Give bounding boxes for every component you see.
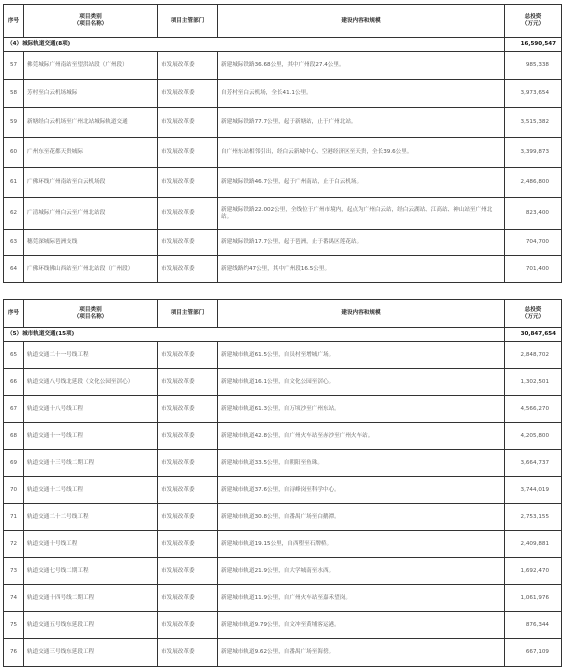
table-row <box>4 369 562 396</box>
row-desc: 新建城市轨道21.9公里，自大学城南至水西。 <box>218 558 505 585</box>
row-desc: 新建线路约47公里，其中广州段16.5公里。 <box>218 256 505 283</box>
row-amount: 1,061,976 <box>505 585 562 612</box>
section-total: 30,847,654 <box>505 328 562 342</box>
row-name: 轨道交通三号线东延段工程 <box>24 639 158 667</box>
row-dept: 市发展改革委 <box>158 108 218 138</box>
section-total: 16,590,547 <box>505 38 562 52</box>
header-no: 序号 <box>4 5 24 38</box>
row-amount: 3,744,019 <box>505 477 562 504</box>
row-dept: 市发展改革委 <box>158 504 218 531</box>
row-no: 71 <box>4 504 24 531</box>
header-dept: 项目主管部门 <box>158 5 218 38</box>
header-dept: 项目主管部门 <box>158 300 218 328</box>
row-dept: 市发展改革委 <box>158 477 218 504</box>
row-amount: 1,302,501 <box>505 369 562 396</box>
row-desc: 新建城际铁路22.002公里，全线位于广州市境内，起点为广州白云站，经白云湖站、江高站、神山站至广州北站。 <box>218 198 505 230</box>
header-investment-line1: 总投资 <box>524 14 542 21</box>
row-no: 67 <box>4 396 24 423</box>
row-dept: 市发展改革委 <box>158 342 218 369</box>
row-amount: 704,700 <box>505 230 562 256</box>
header-no: 序号 <box>4 300 24 328</box>
row-no: 60 <box>4 138 24 168</box>
header-investment <box>505 5 562 38</box>
row-no: 66 <box>4 369 24 396</box>
row-dept: 市发展改革委 <box>158 585 218 612</box>
table-row <box>4 450 562 477</box>
row-dept: 市发展改革委 <box>158 230 218 256</box>
row-amount: 4,205,800 <box>505 423 562 450</box>
row-amount: 4,566,270 <box>505 396 562 423</box>
row-dept: 市发展改革委 <box>158 396 218 423</box>
header-category-line1: 项目类别 <box>79 14 102 21</box>
section-title: （5）城市轨道交通(15项) <box>4 328 505 342</box>
row-name: 轨道交通七号线二期工程 <box>24 558 158 585</box>
row-dept: 市发展改革委 <box>158 198 218 230</box>
row-name: 广州东至花都天贵城际 <box>24 138 158 168</box>
row-no: 75 <box>4 612 24 639</box>
row-amount: 667,109 <box>505 639 562 667</box>
row-amount: 2,753,155 <box>505 504 562 531</box>
section-row <box>4 328 562 342</box>
row-desc: 自广州东站相邻引出，经白云新城中心、空港经济区至天贵，全长39.6公里。 <box>218 138 505 168</box>
row-dept: 市发展改革委 <box>158 256 218 283</box>
table-row <box>4 108 562 138</box>
row-name: 轨道交通二十一号线工程 <box>24 342 158 369</box>
row-dept: 市发展改革委 <box>158 168 218 198</box>
row-desc: 自芳村至白云机场，全长41.1公里。 <box>218 80 505 108</box>
row-desc: 新建城市轨道19.15公里，自西塱至石牌桥。 <box>218 531 505 558</box>
row-name: 轨道交通二十二号线工程 <box>24 504 158 531</box>
row-amount: 3,515,382 <box>505 108 562 138</box>
row-no: 76 <box>4 639 24 667</box>
table-row <box>4 612 562 639</box>
row-dept: 市发展改革委 <box>158 369 218 396</box>
row-dept: 市发展改革委 <box>158 450 218 477</box>
header-category <box>24 300 158 328</box>
row-amount: 823,400 <box>505 198 562 230</box>
row-amount: 985,338 <box>505 52 562 80</box>
row-amount: 2,848,702 <box>505 342 562 369</box>
table-row <box>4 138 562 168</box>
row-amount: 2,409,881 <box>505 531 562 558</box>
row-dept: 市发展改革委 <box>158 612 218 639</box>
row-no: 59 <box>4 108 24 138</box>
table-row <box>4 168 562 198</box>
row-desc: 新建城市轨道33.5公里，自朝阳至鱼珠。 <box>218 450 505 477</box>
row-desc: 新建城市轨道9.62公里，自番禺广场至海傍。 <box>218 639 505 667</box>
row-dept: 市发展改革委 <box>158 531 218 558</box>
row-name: 新塘经白云机场至广州北站城际轨道交通 <box>24 108 158 138</box>
row-dept: 市发展改革委 <box>158 138 218 168</box>
table-row <box>4 198 562 230</box>
row-amount: 1,692,470 <box>505 558 562 585</box>
header-content: 建设内容和规模 <box>218 5 505 38</box>
row-name: 轨道交通十三号线二期工程 <box>24 450 158 477</box>
row-name: 轨道交通十一号线工程 <box>24 423 158 450</box>
row-desc: 新建城市轨道42.8公里，自广州火车站至赤沙至广州火车站。 <box>218 423 505 450</box>
table-row <box>4 558 562 585</box>
row-desc: 新建城市轨道16.1公里，自文化公园至滘心。 <box>218 369 505 396</box>
row-dept: 市发展改革委 <box>158 558 218 585</box>
row-dept: 市发展改革委 <box>158 52 218 80</box>
table-row <box>4 230 562 256</box>
row-desc: 新建城际铁路46.7公里，起于广州南站，止于白云机场。 <box>218 168 505 198</box>
header-category-line2: （项目名称） <box>73 313 108 320</box>
investment-table-urban-rail <box>3 299 562 667</box>
row-name: 广佛环线佛山西站至广州北站段（广州段） <box>24 256 158 283</box>
row-no: 61 <box>4 168 24 198</box>
section-title: （4）城际轨道交通(8项) <box>4 38 505 52</box>
table-row <box>4 423 562 450</box>
table-row <box>4 639 562 667</box>
row-name: 穗莞深城际琶洲支线 <box>24 230 158 256</box>
row-name: 轨道交通十号线工程 <box>24 531 158 558</box>
row-name: 广清城际广州白云至广州北站段 <box>24 198 158 230</box>
row-desc: 新建城市轨道9.79公里，自文冲至黄埔客运港。 <box>218 612 505 639</box>
row-desc: 新建城市轨道30.8公里，自番禺广场至白鹅潭。 <box>218 504 505 531</box>
table-row <box>4 256 562 283</box>
row-desc: 新建城际铁路36.68公里，其中广州段27.4公里。 <box>218 52 505 80</box>
row-desc: 新建城际铁路77.7公里，起于新塘站，止于广州北站。 <box>218 108 505 138</box>
row-amount: 701,400 <box>505 256 562 283</box>
section-row <box>4 38 562 52</box>
row-no: 64 <box>4 256 24 283</box>
row-no: 58 <box>4 80 24 108</box>
header-investment-line2: （万元） <box>521 313 545 320</box>
row-desc: 新建城市轨道61.3公里，自万顷沙至广州东站。 <box>218 396 505 423</box>
header-category-line2: （项目名称） <box>73 21 108 27</box>
row-no: 69 <box>4 450 24 477</box>
row-name: 轨道交通十八号线工程 <box>24 396 158 423</box>
investment-table-intercity <box>3 4 562 283</box>
row-desc: 新建城市轨道61.5公里，自员村至增城广场。 <box>218 342 505 369</box>
row-no: 57 <box>4 52 24 80</box>
row-name: 轨道交通五号线东延段工程 <box>24 612 158 639</box>
row-no: 65 <box>4 342 24 369</box>
table-row <box>4 52 562 80</box>
header-content: 建设内容和规模 <box>218 300 505 328</box>
row-name: 广佛环线广州南站至白云机场段 <box>24 168 158 198</box>
row-amount: 876,344 <box>505 612 562 639</box>
row-amount: 3,973,654 <box>505 80 562 108</box>
header-investment-line1: 总投资 <box>524 306 542 313</box>
header-category-line1: 项目类别 <box>79 306 102 313</box>
table-row <box>4 531 562 558</box>
header-investment <box>505 300 562 328</box>
row-no: 62 <box>4 198 24 230</box>
row-name: 轨道交通八号线北延段（文化公园至滘心） <box>24 369 158 396</box>
table-row <box>4 504 562 531</box>
row-desc: 新建城际铁路17.7公里，起于琶洲，止于番禺区莲花站。 <box>218 230 505 256</box>
row-no: 68 <box>4 423 24 450</box>
row-name: 佛莞城际广州南站至望洪站段（广州段） <box>24 52 158 80</box>
table-row <box>4 396 562 423</box>
table-row <box>4 585 562 612</box>
row-dept: 市发展改革委 <box>158 423 218 450</box>
row-amount: 2,486,800 <box>505 168 562 198</box>
header-investment-line2: （万元） <box>521 21 545 27</box>
header-category <box>24 5 158 38</box>
row-name: 轨道交通十二号线工程 <box>24 477 158 504</box>
row-name: 轨道交通十四号线二期工程 <box>24 585 158 612</box>
row-no: 70 <box>4 477 24 504</box>
row-name: 芳村至白云机场城际 <box>24 80 158 108</box>
table-row <box>4 80 562 108</box>
row-amount: 3,664,737 <box>505 450 562 477</box>
row-dept: 市发展改革委 <box>158 80 218 108</box>
row-no: 74 <box>4 585 24 612</box>
table-header-row <box>4 5 562 38</box>
row-no: 72 <box>4 531 24 558</box>
row-no: 63 <box>4 230 24 256</box>
row-desc: 新建城市轨道37.6公里，自浔峰岗至科学中心。 <box>218 477 505 504</box>
row-no: 73 <box>4 558 24 585</box>
table-row <box>4 342 562 369</box>
table-header-row <box>4 300 562 328</box>
row-amount: 3,399,873 <box>505 138 562 168</box>
table-row <box>4 477 562 504</box>
row-dept: 市发展改革委 <box>158 639 218 667</box>
row-desc: 新建城市轨道11.9公里，自广州火车站至嘉禾望岗。 <box>218 585 505 612</box>
